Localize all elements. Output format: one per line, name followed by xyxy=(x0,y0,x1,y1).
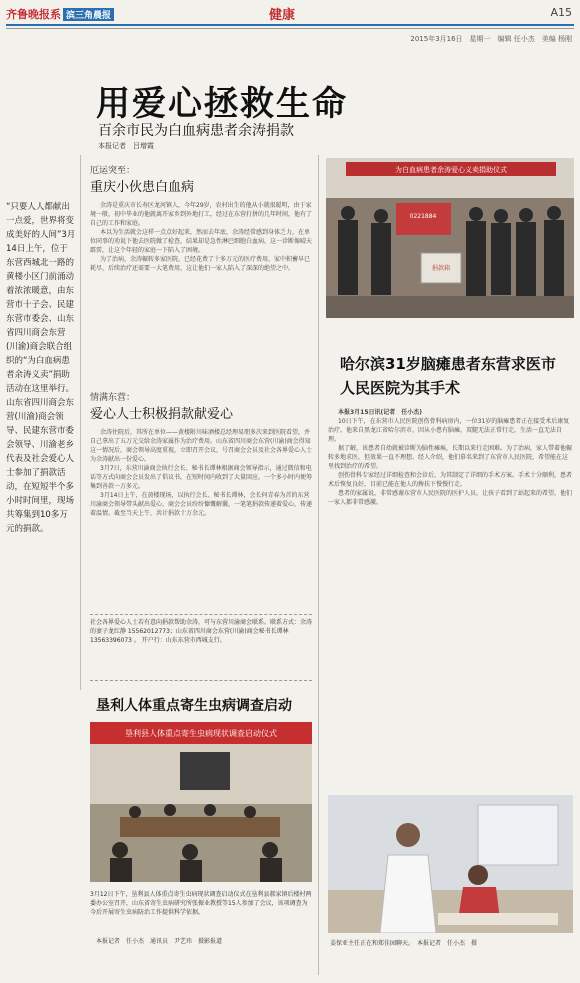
logo-text: 齐鲁晚报系 xyxy=(6,8,61,21)
header-rule-thin xyxy=(6,28,574,29)
page-number: A15 xyxy=(550,6,572,19)
notice-divider xyxy=(90,680,312,681)
column-divider xyxy=(318,155,319,975)
photo-phone-text: 0221884 xyxy=(409,213,437,220)
story2-kicker: 情满东营： xyxy=(90,393,136,403)
hospital-photo xyxy=(328,795,573,933)
dateline: 2015年3月16日 星期一 编辑 任小杰 美编 杨刚 xyxy=(410,35,572,43)
meeting-banner-text: 垦利县人体重点寄生虫病现状调查启动仪式 xyxy=(125,729,277,738)
lead-column: “只要人人都献出一点爱，世界将变成美好的人间”3月14日上午，位于东营西城北一路的黄楼小区门前涌动着浓浓暖意，由东营市十子会、民建东营市委会、山东省四川商会东营(川渝)商会联合组织的“为白血病患者余涛义卖”捐助活动在这里举行。山东省四川商会东营(川渝)商会领导、民建东营市委会领导、川渝老乡代表及社会爱心人士参加了捐款活动，在短短半个多小时时间里，现场共筹集到10多万元的捐款。 xyxy=(6,202,76,534)
meeting-photo xyxy=(90,722,312,882)
story1-kicker: 厄运突至： xyxy=(90,166,136,176)
bottom-story-text: 3月12日下午，垦利县人体重点寄生虫病现状调查启动仪式在垦利县郝家镇后楼村两委办公室召开，山东省寄生虫病研究所张振业教授等15人参加了会议，该项调查为今后开展寄生虫病防治工作提供科学依据。 xyxy=(90,891,312,916)
right-story-byline: 本报3月15日讯(记者 任小杰) xyxy=(338,409,423,416)
story2-paragraph: 3月14日上午，在黄楼现场，以执行会长、秘书长谭林，会长何青春为首的东营川渝商会领导带头献出爱心，商会会员纷纷慷慨解囊，一笔笔捐款传递着爱心，传递着温情。截至当天上午，共计捐款十万余元。 xyxy=(90,492,313,517)
story1-paragraph: 本以为生活就会这样一点点好起来，然而去年底，余涛经常感到身体乏力，在单位同事的劝说下他去医院做了检查，结果却是急性淋巴细胞白血病。这一诊断像晴天霹雳，让这个年轻的家庭一下陷入了困境。 xyxy=(90,229,313,254)
donation-box-label: 捐款箱 xyxy=(431,265,451,272)
edition-badge: 滨三角晨报 xyxy=(63,8,114,21)
story1-paragraph: 余涛是重庆市长寿区龙河镇人，今年29岁，农村出生的他从小就很聪明，由于家境一般，初中毕业的他就离开家乡到外地打工，经过在东营打拼的几年时间，他有了自己的工作和家庭。 xyxy=(90,202,313,227)
bottom-story-title: 垦利人体重点寄生虫病调查启动 xyxy=(96,698,292,714)
story1-title: 重庆小伙患白血病 xyxy=(90,180,195,195)
donation-notice: 社会各界爱心人士若有意向捐款帮助余涛，可与东营川渝商会联系。联系方式：余涛的妻子龙红静 15562012773；山东省四川商会东营(川渝)商会秘书长谭林 13563396073 。 开户行：山东东营市西城支行。 xyxy=(90,619,313,644)
subheadline: 百余市民为白血病患者余涛捐款 xyxy=(98,123,294,139)
story2-paragraph: 余涛住院后，其所在单位——黄楼附川味酒楼总经理易朋多次来到医院看望，并自己拿出了五万元交给余涛家属作为治疗费用。山东省四川商会东营(川渝)商会得知这一情况后，商会领导高度重视，立即召开会议，号召商会会员及社会各界爱心人士为余涛献出一份爱心。 xyxy=(90,429,313,463)
column-divider xyxy=(80,155,81,690)
story2 xyxy=(90,390,312,518)
donation-ceremony-photo xyxy=(326,158,574,318)
masthead-logo xyxy=(6,6,114,22)
right-story-paragraph: 10日下午，在东营市人民医院创伤骨科病房内，一位31岁的脑瘫患者正在接受术后康复治疗。他来自黑龙江省哈尔滨市，因从小患有脑瘫，双腿无法正常行走，生活一直无法自理。 xyxy=(328,418,570,443)
right-story-paragraph: 创伤骨科专家经过详细检查和会诊后，为其制定了详细的手术方案。手术十分顺利，患者术后恢复良好，目前已能在他人的搀扶下慢慢行走。 xyxy=(328,472,573,488)
story2-paragraph: 3月7日，东营川渝商会执行会长、秘书长谭林根据商会领导指示，通过微信和电话等方式向商会会员发出了倡议书，在短时间内收到了大量回应，一个多小时内便筹集到善款一万多元。 xyxy=(90,465,313,490)
headline: 用爱心拯救生命 xyxy=(96,84,348,124)
right-story-title: 哈尔滨31岁脑瘫患者东营求医市人民医院为其手术 xyxy=(340,355,556,397)
story1-paragraph: 为了治病，余涛辗转多家医院，已经花费了十多万元的医疗费用，家中积蓄早已耗尽，后续治疗还需要一大笔费用，这让他们一家人陷入了深深的绝望之中。 xyxy=(90,256,311,272)
photo-banner-text: 为白血病患者余涛爱心义卖捐助仪式 xyxy=(395,166,507,174)
story2-title: 爱心人士积极捐款献爱心 xyxy=(90,407,234,422)
hospital-photo-caption: 姜保亚主任正在和郑佳园聊天。 本报记者 任小杰 摄 xyxy=(330,940,478,947)
section-title: 健康 xyxy=(268,8,295,23)
bottom-story-byline: 本报记者 任小杰 通讯员 尹艺玮 摄影报道 xyxy=(96,938,223,945)
notice-divider xyxy=(90,614,312,615)
story1 xyxy=(90,163,312,273)
right-story-paragraph: 据了解，该患者自幼就被诊断为脑性瘫痪，长期以来行走困难。为了治病，家人带着他辗转多地求医，但效果一直不理想。经人介绍，他们慕名来到了东营市人民医院，希望能在这里找到治疗的希望。 xyxy=(328,445,573,470)
header-rule xyxy=(6,24,574,26)
right-story-paragraph: 患者的家属说，非常感谢东营市人民医院的医护人员，让孩子看到了站起来的希望，他们一家人都非常感激。 xyxy=(328,490,573,506)
right-story-body xyxy=(328,408,573,507)
headline-byline: 本报记者 吕增霞 xyxy=(98,142,154,150)
